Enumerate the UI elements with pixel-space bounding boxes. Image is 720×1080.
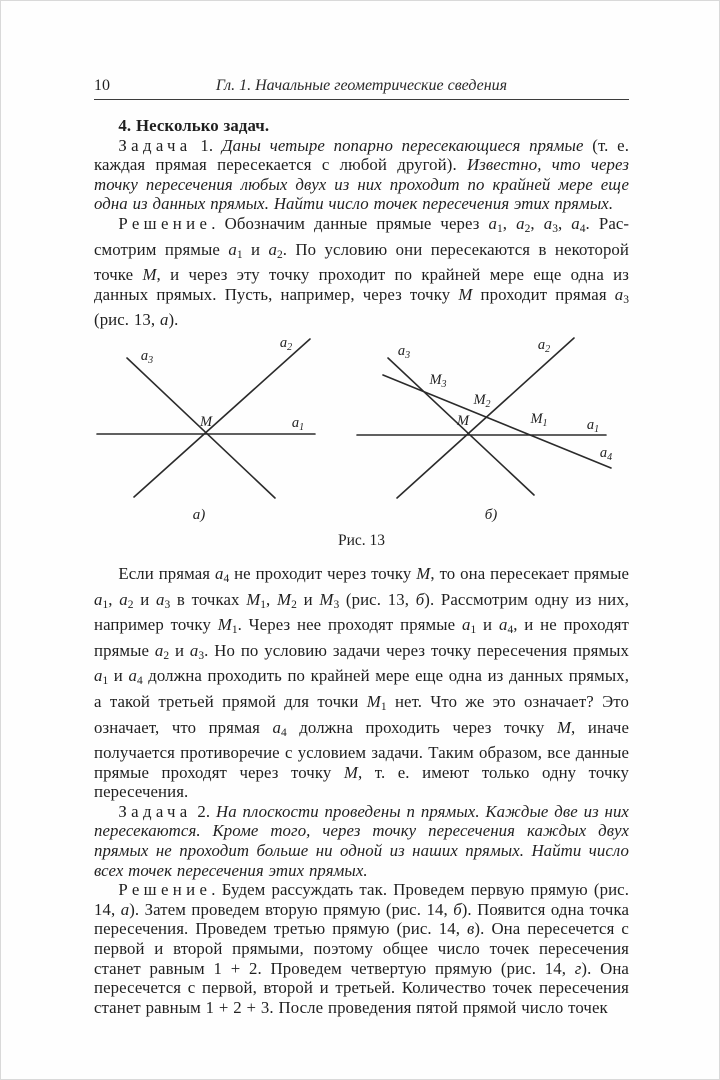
subcaption-b: б) — [484, 506, 498, 523]
label-b-M1: $M_1$ — [530, 410, 548, 429]
label-b-a3: $a_3$ — [397, 342, 411, 361]
running-header — [94, 77, 629, 100]
subcaption-a: а) — [192, 506, 206, 523]
text-column — [94, 1, 629, 1017]
label-b-M: M — [456, 412, 470, 429]
label-M: M — [199, 413, 213, 430]
page-number: 10 — [94, 77, 110, 94]
section-heading: 4. Несколько задач. — [118, 116, 270, 135]
line-b-a4 — [383, 375, 611, 468]
line-a2 — [134, 339, 310, 497]
label-b-M3: $M_3$ — [429, 371, 447, 390]
figure-13-drawing — [94, 334, 629, 526]
label-a2: $a_2$ — [279, 334, 293, 353]
label-b-a2: $a_2$ — [537, 336, 551, 355]
figure-caption: Рис. 13 — [337, 531, 386, 549]
label-b-M2: $M_2$ — [473, 391, 491, 410]
label-a3: $a_3$ — [140, 347, 154, 366]
solution-1-paragraph: Решение. Обозначим данные прямые через a1, a2, a3, a4. Рассмотрим прямые a1 и a2. По условию они пересекаются в некоторой точке M, и через эту точку проходит по крайней мере еще одна из данных прямых. Пусть, например, через точку M проходит прямая a3 (рис. 13, а). — [94, 213, 630, 330]
label-b-a4: $a_4$ — [599, 444, 613, 463]
label-b-a1: $a_1$ — [586, 416, 600, 435]
solution-1-continued: Если прямая a4 не проходит через точку M, то она пересекает прямые a1, a2 и a3 в точках M1, M2 и M3 (рис. 13, б). Рассмотрим одну из них, например точку M1. Через нее проходят прямые a1 и a4, и не проходят прямые a2 и a3. Но по условию задачи через точку пересечения прямых a1 и a4 должна проходить по крайней мере еще одна из данных прямых, а такой третьей прямой для точки M1 нет. Что же это означает? Это означает, что прямая a4 должна проходить через точку M, иначе получается противоречие с условием задачи. Таким образом, все данные прямые проходят через точку M, т. е. имеют только одну точку пересечения. — [94, 563, 630, 802]
chapter-title: Гл. 1. Начальные геометрические сведения — [215, 77, 508, 94]
solution-2-paragraph: Решение. Будем рассуждать так. Проведем первую прямую (рис. 14, а). Затем проведем вторую прямую (рис. 14, б). Появится одна точка пересечения. Проведем третью прямую (рис. 14, в). Она пересечется с первой и второй прямыми, поэтому общее число точек пересечения станет равным 1 + 2. Проведем четвертую прямую (рис. 14, г). Она пересечется с первой, второй и третьей. Количество точек пересечения станет равным 1 + 2 + 3. После проведения пятой прямой число точек — [94, 880, 629, 1017]
problem-2-statement: Задача 2. На плоскости проведены n прямых. Каждые две из них пересекаются. Кроме того, через точку пересечения каждых двух прямых не проходит больше ни одной из наших прямых. Найти число всех точек пересечения этих прямых. — [94, 801, 629, 880]
subfigure-a — [97, 335, 315, 523]
problem-1-statement: Задача 1. Даны четыре попарно пересекающиеся прямые (т. е. каждая прямая пересекается с любой другой). Известно, что через точку пересечения любых двух из них проходит по крайней мере еще одна из данных прямых. Найти число точек пересечения этих прямых. — [94, 135, 629, 214]
label-a1: $a_1$ — [291, 414, 305, 433]
subfigure-b — [357, 337, 612, 523]
figure-13 — [94, 334, 629, 550]
